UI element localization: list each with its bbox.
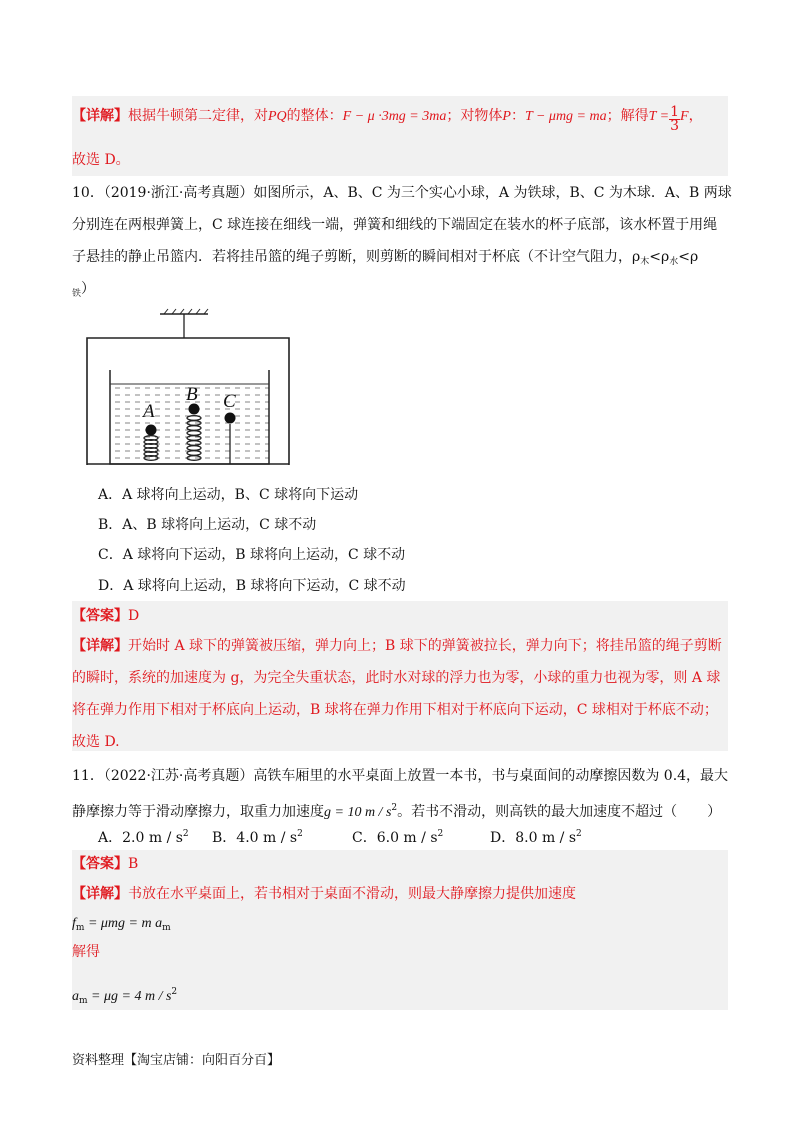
q11-option-c: C．6.0 m / $s^2$	[352, 829, 444, 846]
q10-stem-line-2: 分别连在两根弹簧上，C 球连接在细线一端，弹簧和细线的下端固定在装水的杯子底部，该水杯置于用绳	[72, 217, 718, 233]
page-footer: 资料整理【淘宝店铺：向阳百分百】	[72, 1053, 281, 1068]
q11-option-a: A．2.0 m / $s^2$	[98, 829, 189, 846]
q9-conclusion: 故选 D。	[72, 152, 130, 168]
label-a: A	[143, 401, 155, 422]
q11-stem-line-2: 静摩擦力等于滑动摩擦力，取重力加速度g = 10 m / $s^2$。若书不滑动，则高铁的最大加速度不超过（ ）	[72, 803, 722, 820]
fraction-one-third: $\frac{1}{3}$	[670, 104, 680, 134]
ball-b	[189, 404, 200, 415]
q10-figure	[84, 308, 324, 468]
q10-detail-line-4: 故选 D.	[72, 734, 120, 750]
ceiling-hatch	[160, 309, 208, 314]
q11-option-d: D．8.0 m / $s^2$	[490, 829, 582, 846]
q9-detail-line: 【详解】根据牛顿第二定律，对PQ的整体：F − μ ·3mg = 3ma；对物体P：T − μmg = ma；解得T = $\frac{1}{3}$ F，	[72, 104, 703, 134]
q11-equation-1: $f_m = \mu mg = m$ $a_m$	[72, 916, 171, 933]
q11-jiede: 解得	[72, 944, 100, 960]
q11-equation-2: $a_m = \mu g = 4$ m / $s^2$	[72, 987, 178, 1006]
q10-detail-line-2: 的瞬时，系统的加速度为 g，为完全失重状态，此时水对球的浮力也为零，小球的重力也视为零，则 A 球	[72, 670, 721, 686]
q11-option-b: B．4.0 m / $s^2$	[212, 829, 303, 846]
q10-stem-line-3: 子悬挂的静止吊篮内．若将挂吊篮的绳子剪断，则剪断的瞬间相对于杯底（不计空气阻力，$\rho_木<\rho_水<\rho$	[72, 249, 699, 267]
q10-option-a: A．A 球将向上运动，B、C 球将向下运动	[98, 487, 359, 503]
q11-detail: 【详解】书放在水平桌面上，若书相对于桌面不滑动，则最大静摩擦力提供加速度	[72, 886, 576, 902]
spring-a	[144, 436, 158, 461]
q10-option-d: D．A 球将向上运动，B 球将向下运动，C 球不动	[98, 578, 406, 594]
q11-stem-line-1: 11．（2022·江苏·高考真题）高铁车厢里的水平桌面上放置一本书，书与桌面间的动摩擦因数为 0.4，最大	[72, 768, 729, 784]
q10-stem-line-4: $_铁$）	[72, 281, 96, 299]
q10-option-c: C．A 球将向下运动，B 球将向上运动，C 球不动	[98, 547, 406, 563]
q10-answer: 【答案】D	[72, 608, 140, 624]
q10-detail-line-3: 将在弹力作用下相对于杯底向上运动，B 球将在弹力作用下相对于杯底向下运动，C 球相对于杯底不动；	[72, 702, 718, 718]
label-c: C	[223, 391, 236, 412]
q11-answer: 【答案】B	[72, 856, 139, 872]
label-b: B	[186, 384, 198, 405]
ball-c	[225, 413, 236, 424]
q10-option-b: B．A、B 球将向上运动，C 球不动	[98, 517, 317, 533]
ball-a	[146, 425, 157, 436]
q10-detail-line-1: 【详解】开始时 A 球下的弹簧被压缩，弹力向上；B 球下的弹簧被拉长，弹力向下；将挂吊篮的绳子剪断	[72, 638, 722, 654]
q10-stem-line-1: 10．（2019·浙江·高考真题）如图所示，A、B、C 为三个实心小球，A 为铁球，B、C 为木球．A、B 两球	[72, 185, 732, 201]
